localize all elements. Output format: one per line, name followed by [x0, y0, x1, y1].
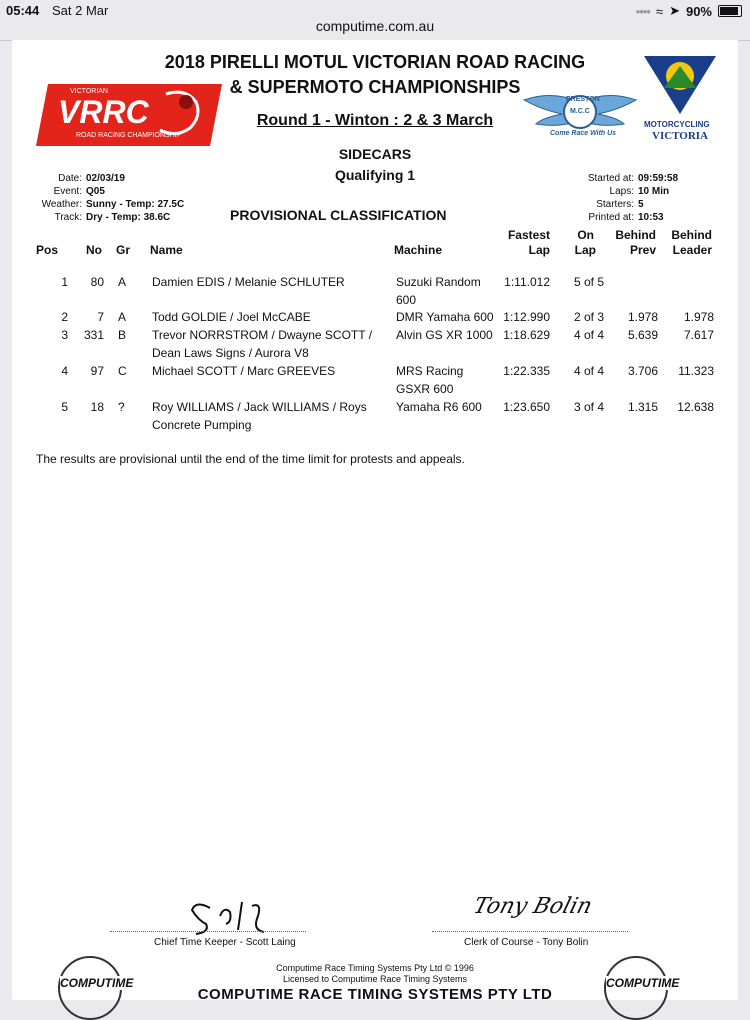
class-title: SIDECARS: [338, 146, 412, 162]
row-pos: 5: [61, 400, 68, 414]
championship-title-line2: & SUPERMOTO CHAMPIONSHIPS: [229, 77, 521, 97]
col-name-header: Name: [150, 243, 183, 257]
row-name-line1: Todd GOLDIE / Joel McCABE: [152, 310, 311, 324]
row-pos: 4: [61, 364, 68, 378]
row-no: 18: [90, 400, 104, 414]
col-pos-header: Pos: [36, 243, 59, 257]
event-value: Q05: [86, 186, 105, 197]
chief-time-keeper-caption: Chief Time Keeper - Scott Laing: [154, 937, 296, 948]
row-machine-line2: 600: [396, 293, 417, 307]
date-value: 02/03/19: [86, 173, 125, 184]
row-no: 80: [90, 275, 104, 289]
mv-line2: VICTORIA: [652, 130, 709, 142]
row-on-lap: 3 of 4: [573, 400, 604, 414]
wifi-icon: ≈: [655, 3, 664, 19]
row-fastest: 1:11.012: [504, 275, 550, 289]
row-name-line1: Roy WILLIAMS / Jack WILLIAMS / Roys: [152, 400, 367, 414]
row-behind-leader: 11.323: [678, 364, 714, 378]
row-fastest: 1:22.335: [503, 364, 550, 378]
row-gr: C: [118, 364, 127, 378]
col-onlap-header-2: Lap: [574, 243, 596, 257]
col-fastest-header-1: Fastest: [507, 228, 550, 242]
vrrc-top-text: VICTORIAN: [70, 88, 108, 95]
row-behind-prev: 1.978: [627, 310, 658, 324]
row-gr: A: [118, 275, 127, 289]
weather-value: Sunny - Temp: 27.5C: [86, 199, 185, 210]
row-fastest: 1:23.650: [503, 400, 550, 414]
track-label: Track:: [54, 212, 82, 223]
row-fastest: 1:18.629: [503, 328, 550, 342]
session-title: Qualifying 1: [334, 167, 416, 183]
row-name-line2: Dean Laws Signs / Aurora V8: [152, 346, 309, 360]
chief-signature-line: [110, 931, 306, 932]
date-label: Date:: [58, 173, 82, 184]
copyright-line1: Computime Race Timing Systems Pty Ltd © 1996: [276, 963, 474, 973]
results-document: [12, 40, 738, 1003]
row-pos: 3: [61, 328, 68, 342]
company-name: COMPUTIME RACE TIMING SYSTEMS PTY LTD: [197, 986, 553, 1003]
row-no: 97: [90, 364, 104, 378]
event-label: Event:: [53, 186, 82, 197]
row-name-line1: Trevor NORRSTROM / Dwayne SCOTT /: [152, 328, 373, 342]
row-on-lap: 4 of 4: [573, 328, 604, 342]
signal-icon: ••••: [635, 3, 650, 19]
row-gr: A: [118, 310, 127, 324]
col-behind-leader-header-2: Leader: [672, 243, 712, 257]
starters-value: 5: [638, 199, 644, 210]
mv-line1: MOTORCYCLING: [644, 120, 710, 129]
battery-icon: [718, 5, 742, 17]
row-machine-line1: MRS Racing: [396, 364, 464, 378]
url-bar[interactable]: [0, 18, 750, 41]
printed-value: 10:53: [638, 212, 664, 223]
copyright-line2: Licensed to Computime Race Timing Systems: [282, 974, 468, 984]
row-on-lap: 4 of 4: [573, 364, 604, 378]
round-title: Round 1 - Winton : 2 & 3 March: [256, 112, 494, 129]
status-date: Sat 2 Mar: [52, 3, 109, 18]
url-text[interactable]: computime.com.au: [315, 18, 435, 34]
status-right: [636, 3, 742, 19]
battery-percent: 90%: [685, 3, 712, 19]
row-on-lap: 2 of 3: [573, 310, 604, 324]
computime-logo-left: COMPUTIME: [60, 976, 134, 990]
provisional-note: The results are provisional until the end of the time limit for protests and appeals.: [36, 452, 465, 466]
championship-title-line1: 2018 PIRELLI MOTUL VICTORIAN ROAD RACING: [164, 52, 586, 72]
row-no: 7: [97, 310, 104, 324]
row-pos: 2: [61, 310, 68, 324]
col-behind-leader-header-1: Behind: [671, 228, 712, 242]
preston-text: PRESTON: [566, 96, 600, 103]
track-value: Dry - Temp: 38.6C: [86, 212, 171, 223]
row-machine-line1: Yamaha R6 600: [396, 400, 482, 414]
row-machine-line1: Alvin GS XR 1000: [396, 328, 493, 342]
col-gr-header: Gr: [116, 243, 131, 257]
row-name-line1: Damien EDIS / Melanie SCHLUTER: [152, 275, 345, 289]
row-behind-leader: 1.978: [683, 310, 714, 324]
row-machine-line1: DMR Yamaha 600: [396, 310, 494, 324]
row-machine-line1: Suzuki Random: [396, 275, 481, 289]
row-gr: B: [118, 328, 127, 342]
status-time: 05:44: [6, 3, 40, 18]
col-machine-header: Machine: [394, 243, 443, 257]
clerk-signature-line: [432, 931, 628, 932]
row-behind-prev: 1.315: [627, 400, 658, 414]
row-name-line2: Concrete Pumping: [152, 418, 252, 432]
printed-label: Printed at:: [588, 212, 634, 223]
vrrc-main-text: VRRC: [58, 94, 149, 130]
location-icon: ➤: [669, 3, 680, 18]
col-behind-prev-header-2: Prev: [629, 243, 656, 257]
event-info: [22, 172, 184, 224]
clerk-signature: [464, 890, 604, 936]
row-name-line1: Michael SCOTT / Marc GREEVES: [152, 364, 336, 378]
row-fastest: 1:12.990: [503, 310, 550, 324]
row-on-lap: 5 of 5: [573, 275, 604, 289]
row-behind-prev: 3.706: [627, 364, 658, 378]
started-label: Started at:: [587, 173, 634, 184]
row-machine-line2: GSXR 600: [396, 382, 454, 396]
row-gr: ?: [118, 400, 125, 414]
classification-title: PROVISIONAL CLASSIFICATION: [230, 207, 447, 223]
clerk-of-course-caption: Clerk of Course - Tony Bolin: [464, 937, 589, 948]
col-onlap-header-1: On: [577, 228, 594, 242]
preston-slogan: Come Race With Us: [550, 130, 617, 137]
started-value: 09:59:58: [638, 173, 679, 184]
mcc-text: M.C.C: [570, 108, 590, 115]
session-info: [556, 172, 678, 224]
col-fastest-header-2: Lap: [528, 243, 550, 257]
clerk-signature-text: Tony Bolin: [470, 894, 595, 919]
row-behind-leader: 12.638: [677, 400, 714, 414]
row-pos: 1: [61, 275, 68, 289]
starters-label: Starters:: [596, 199, 634, 210]
row-no: 331: [83, 328, 104, 342]
vrrc-sub-text: ROAD RACING CHAMPIONSHIP: [76, 132, 182, 139]
row-behind-prev: 5.639: [627, 328, 658, 342]
laps-value: 10 Min: [638, 186, 670, 197]
row-behind-leader: 7.617: [683, 328, 714, 342]
laps-label: Laps:: [609, 186, 634, 197]
weather-label: Weather:: [41, 199, 82, 210]
col-behind-prev-header-1: Behind: [615, 228, 656, 242]
status-bar: [0, 0, 750, 20]
col-no-header: No: [86, 243, 102, 257]
computime-logo-right: COMPUTIME: [606, 976, 680, 990]
